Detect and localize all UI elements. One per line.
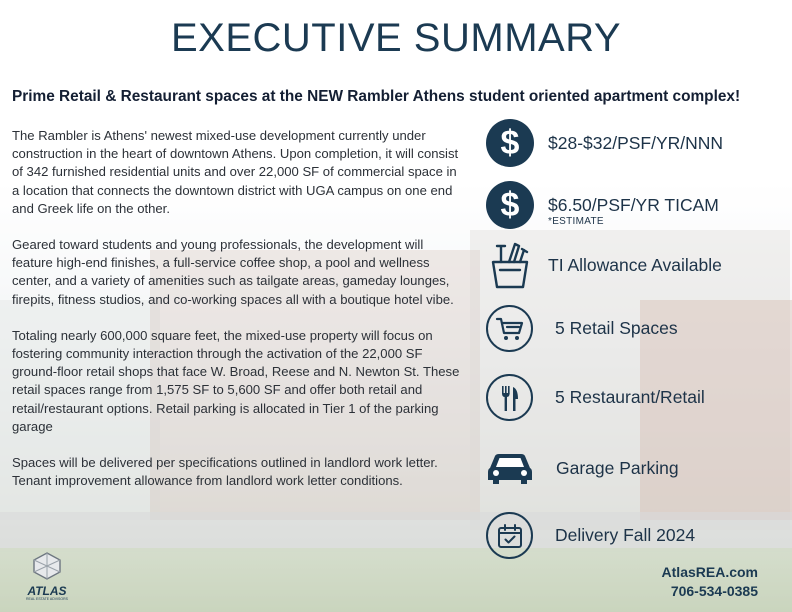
website-link[interactable]: AtlasREA.com [661,564,758,580]
logo-name: ATLAS [27,584,67,598]
paragraph-delivery: Spaces will be delivered per specifications outlined in landlord work letter. Tenant improvement allowance from landlord work letter conditions. [12,455,438,489]
dollar-icon: $ [486,181,534,229]
paragraph-retail: Totaling nearly 600,000 square feet, the mixed-use property will focus on fostering community interaction through the activation of the 22,000 SF ground-floor retail shops that face W. Broad, Reese and N. Newton St. These retail spaces range from 1,575 SF to 5,600 SF and offer both retail and retail/restaurant options. Retail parking is allocated in Tier 1 of the parking garage [12,327,460,434]
toolbox-icon [486,241,534,289]
feature-label: $6.50/PSF/YR TICAM [548,195,719,215]
feature-rent-rate [486,119,723,167]
feature-label: $28-$32/PSF/YR/NNN [548,132,724,153]
feature-delivery-date [486,512,695,559]
car-icon [486,444,534,492]
logo-mark-icon [32,552,62,580]
feature-garage-parking [486,444,679,492]
feature-restaurant-retail [486,374,705,421]
feature-note: *ESTIMATE [548,216,604,227]
phone-number[interactable]: 706-534-0385 [670,583,758,599]
paragraph-amenities: Geared toward students and young professionals, the development will feature high-end finishes, a full-service coffee shop, a pool and wellness center, and a variety of amenities such as tailgate areas, gameday lounges, firepits, fitness studios, and co-working spaces all with a boutique hotel vibe. [12,237,454,307]
feature-label: 5 Retail Spaces [555,318,678,338]
contact-info [662,563,758,601]
page-title: EXECUTIVE SUMMARY [170,16,622,60]
atlas-logo [24,552,70,602]
description [12,127,467,508]
logo-tagline: REAL ESTATE ADVISORS [26,597,68,601]
shopping-cart-icon [486,305,533,352]
fork-knife-icon [486,374,533,421]
feature-retail-spaces [486,305,678,352]
dollar-icon: $ [486,119,534,167]
feature-label: TI Allowance Available [548,254,722,275]
feature-label: Delivery Fall 2024 [555,525,696,545]
feature-label: 5 Restaurant/Retail [555,387,705,407]
paragraph-overview: The Rambler is Athens' newest mixed-use development currently under construction in the heart of downtown Athens. Upon completion, it will consist of 342 furnished residential units and over 22,000 SF of commercial space in a location that connects the downtown district with UGA campus on one end and Greek life on the other. [12,128,459,216]
calendar-icon [486,512,533,559]
page-subtitle: Prime Retail & Restaurant spaces at the NEW Rambler Athens student oriented apartment complex! [12,88,741,105]
feature-ti-allowance [486,241,722,289]
feature-ticam [486,181,719,229]
feature-label: Garage Parking [556,457,679,478]
